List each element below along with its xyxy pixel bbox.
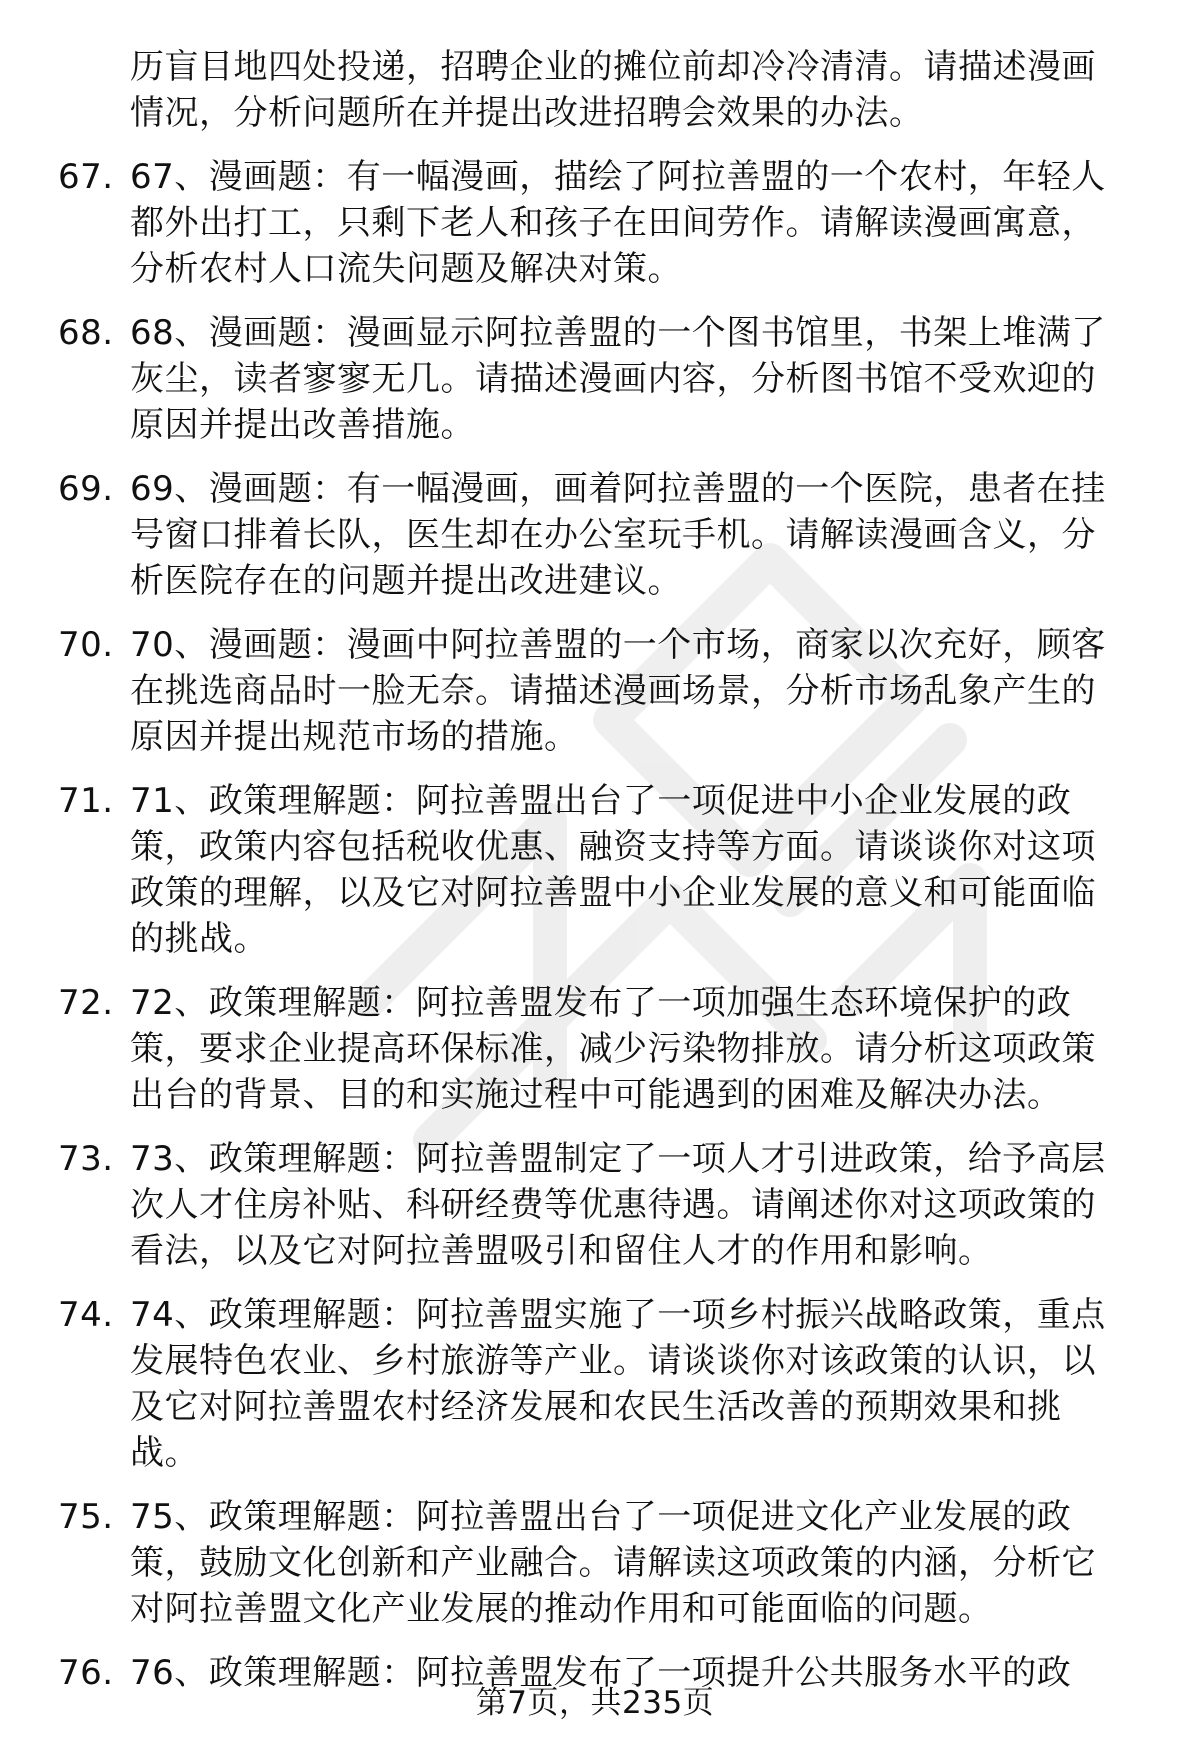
text-line: 72、政策理解题：阿拉善盟发布了一项加强生态环境保护的政 xyxy=(130,983,1072,1023)
question-number: 68. xyxy=(58,313,114,353)
text-line: 策，要求企业提高环保标准，减少污染物排放。请分析这项政策 xyxy=(130,1029,1096,1069)
question-number: 75. xyxy=(58,1497,114,1537)
question-text xyxy=(130,622,1130,760)
text-line: 灰尘，读者寥寥无几。请描述漫画内容，分析图书馆不受欢迎的 xyxy=(130,359,1096,399)
text-line: 70、漫画题：漫画中阿拉善盟的一个市场，商家以次充好，顾客 xyxy=(130,625,1106,665)
text-line: 都外出打工，只剩下老人和孩子在田间劳作。请解读漫画寓意， xyxy=(130,203,1096,243)
text-line: 在挑选商品时一脸无奈。请描述漫画场景，分析市场乱象产生的 xyxy=(130,671,1096,711)
text-line: 析医院存在的问题并提出改进建议。 xyxy=(130,561,682,601)
question-item xyxy=(0,778,1190,962)
question-number: 74. xyxy=(58,1295,114,1335)
question-text xyxy=(130,1136,1130,1274)
question-item xyxy=(0,1292,1190,1476)
question-text xyxy=(130,154,1130,292)
text-line: 67、漫画题：有一幅漫画，描绘了阿拉善盟的一个农村，年轻人 xyxy=(130,157,1106,197)
question-item xyxy=(0,310,1190,448)
question-item xyxy=(0,1494,1190,1632)
question-list xyxy=(0,44,1190,1696)
text-line: 原因并提出规范市场的措施。 xyxy=(130,717,579,757)
question-text xyxy=(130,466,1130,604)
question-number: 70. xyxy=(58,625,114,665)
text-line: 69、漫画题：有一幅漫画，画着阿拉善盟的一个医院，患者在挂 xyxy=(130,469,1106,509)
question-text xyxy=(130,778,1130,962)
text-line: 的挑战。 xyxy=(130,919,268,959)
question-item xyxy=(0,154,1190,292)
question-number: 73. xyxy=(58,1139,114,1179)
text-line: 战。 xyxy=(130,1433,199,1473)
text-line: 看法，以及它对阿拉善盟吸引和留住人才的作用和影响。 xyxy=(130,1231,993,1271)
question-text xyxy=(130,1494,1130,1632)
question-number: 67. xyxy=(58,157,114,197)
text-line: 策，政策内容包括税收优惠、融资支持等方面。请谈谈你对这项 xyxy=(130,827,1096,867)
question-number: 69. xyxy=(58,469,114,509)
question-item xyxy=(0,622,1190,760)
text-line: 及它对阿拉善盟农村经济发展和农民生活改善的预期效果和挑 xyxy=(130,1387,1062,1427)
text-line: 73、政策理解题：阿拉善盟制定了一项人才引进政策，给予高层 xyxy=(130,1139,1106,1179)
question-item xyxy=(0,466,1190,604)
question-item xyxy=(0,980,1190,1118)
question-text xyxy=(130,1292,1130,1476)
text-line: 出台的背景、目的和实施过程中可能遇到的困难及解决办法。 xyxy=(130,1075,1062,1115)
question-number: 72. xyxy=(58,983,114,1023)
text-line: 号窗口排着长队，医生却在办公室玩手机。请解读漫画含义，分 xyxy=(130,515,1096,555)
text-line: 68、漫画题：漫画显示阿拉善盟的一个图书馆里，书架上堆满了 xyxy=(130,313,1106,353)
question-number: 76. xyxy=(58,1653,114,1693)
text-line: 次人才住房补贴、科研经费等优惠待遇。请阐述你对这项政策的 xyxy=(130,1185,1096,1225)
text-line: 发展特色农业、乡村旅游等产业。请谈谈你对该政策的认识，以 xyxy=(130,1341,1096,1381)
question-item xyxy=(0,1136,1190,1274)
text-line: 71、政策理解题：阿拉善盟出台了一项促进中小企业发展的政 xyxy=(130,781,1072,821)
text-line: 政策的理解，以及它对阿拉善盟中小企业发展的意义和可能面临 xyxy=(130,873,1096,913)
text-line: 75、政策理解题：阿拉善盟出台了一项促进文化产业发展的政 xyxy=(130,1497,1072,1537)
question-number: 71. xyxy=(58,781,114,821)
text-line: 历盲目地四处投递，招聘企业的摊位前却冷冷清清。请描述漫画 xyxy=(130,47,1096,87)
text-line: 分析农村人口流失问题及解决对策。 xyxy=(130,249,682,289)
question-text xyxy=(130,310,1130,448)
text-line: 对阿拉善盟文化产业发展的推动作用和可能面临的问题。 xyxy=(130,1589,993,1629)
continuation-paragraph xyxy=(0,44,1190,136)
question-text xyxy=(130,980,1130,1118)
text-line: 情况，分析问题所在并提出改进招聘会效果的办法。 xyxy=(130,93,924,133)
text-line: 原因并提出改善措施。 xyxy=(130,405,475,445)
text-line: 策，鼓励文化创新和产业融合。请解读这项政策的内涵，分析它 xyxy=(130,1543,1096,1583)
page-number: 第7页，共235页 xyxy=(475,1685,715,1721)
text-line: 74、政策理解题：阿拉善盟实施了一项乡村振兴战略政策，重点 xyxy=(130,1295,1106,1335)
text-line: 76、政策理解题：阿拉善盟发布了一项提升公共服务水平的政 xyxy=(130,1653,1072,1693)
